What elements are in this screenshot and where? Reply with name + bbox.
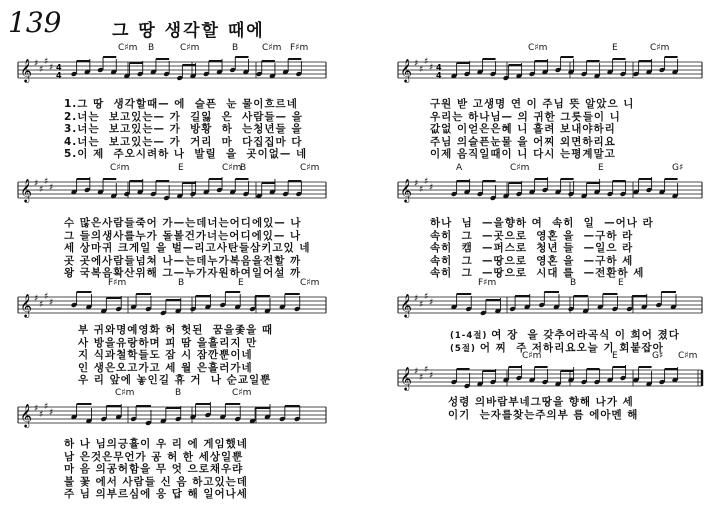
music-system [18,162,326,222]
staff [18,162,326,222]
lyric-line [430,148,634,161]
lyric-line [430,255,654,268]
chord-symbol: C♯m [115,388,135,398]
chord-symbol: E [612,351,618,361]
hymn-number: 139 [8,6,62,39]
chord-symbol: G♯ [672,163,684,173]
chord-symbol: C♯m [118,43,138,53]
lyric-line [64,148,307,161]
lyric-text: 구원 받 고생명 연 이 주님 뜻 알았으 니 [430,98,635,110]
chord-symbol: C♯m [522,351,542,361]
lyric-text: 수 많은사람들죽어 가—는데너는어디에있— 나 [64,217,302,229]
lyric-line [64,111,307,124]
sharp-icon: ♯ [44,57,49,67]
lyric-text: 2.너는 보고있는— 가 길잃 은 사람들— 을 [64,110,303,123]
sharp-icon: ♯ [424,177,429,187]
sharp-icon: ♯ [419,185,424,195]
chord-symbol: C♯m [222,163,242,173]
chord-symbol: C♯m [528,43,548,53]
sharp-icon: ♯ [39,300,44,310]
lyric-line [430,98,634,111]
lyric-text: 속히 그 —곳으로 영혼 을 —구하 라 [430,229,634,242]
lyrics-block [448,396,638,421]
lyrics-block [64,438,248,501]
lyric-text: 그 들의생사를누가 돌볼건가너는어디에있— 나 [64,229,302,242]
lyrics-block [78,324,273,387]
lyric-text: 속히 캠 —퍼스로 청년 들 —일으 라 [430,242,634,255]
sharp-icon: ♯ [49,63,54,73]
lyric-text: 어 찌 주 저하리요오늘 기 회붙잡아 [479,341,664,354]
chord-symbol: C♯m [262,43,282,53]
lyric-line [64,136,307,149]
sharp-icon: ♯ [34,59,39,69]
lyric-line [448,396,638,409]
chord-symbol: B [240,163,247,173]
treble-clef-icon: 𝄞 [400,178,412,202]
lyric-text: 남 은것은무언가 공 허 한 세상일뿐 [64,450,244,463]
chord-symbol: A [456,163,463,173]
lyric-line [448,409,638,422]
sharp-icon: ♯ [419,65,424,75]
lyric-text: 3.너는 보고있는— 가 방황 하 는청년들 을 [64,123,303,136]
lyric-text: 1.그 땅 생각할때— 에 슬픈 눈 물이흐르네 [64,98,298,110]
lyric-text: 4.너는 보고있는— 가 거리 마 다집집마 다 [64,135,303,148]
sharp-icon: ♯ [34,404,39,414]
chord-symbol: E [598,163,604,173]
treble-clef-icon: 𝄞 [400,58,412,82]
lyric-text: 인 생은오고가고 세 월 은흘러가네 [78,361,253,374]
sharp-icon: ♯ [44,402,49,412]
music-system [18,42,326,102]
sharp-icon: ♯ [44,292,49,302]
lyric-text: 주님 의슬픈눈물 을 어찌 외면하리요 [430,135,616,148]
sharp-icon: ♯ [424,292,429,302]
chord-symbol: C♯m [180,43,200,53]
sharp-icon: ♯ [429,371,434,381]
sharp-icon: ♯ [429,298,434,308]
lyric-text: 지 식과철학들도 잠 시 잠깐뿐이네 [78,349,253,362]
staff [18,42,326,102]
lyric-text: 주 님 의부르심에 응 답 해 일어나세 [64,488,248,501]
treble-clef-icon: 𝄞 [400,293,412,317]
chord-symbol: C♯m [510,163,530,173]
music-system [398,42,702,102]
lyric-text: 여 장 을 갖추어라곡식 이 희어 졌다 [491,329,680,341]
sharp-icon: ♯ [429,63,434,73]
sharp-icon: ♯ [419,300,424,310]
chord-symbol: E [178,163,184,173]
treble-clef-icon: 𝄞 [400,366,412,390]
staff [398,277,702,337]
lyric-text: 곳 곳에사람들넘쳐 나—는데누가복음을전할 까 [64,254,302,267]
lyric-text: 값없 이얻은은혜 니 흘려 보내야하리 [430,123,616,136]
staff [398,162,702,222]
music-system [398,162,702,222]
staff [398,42,702,102]
lyric-text: 속히 그 —땅으로 시대 를 —전환하 세 [430,267,645,280]
lyric-line [64,476,248,489]
sharp-icon: ♯ [414,294,419,304]
chord-symbol: G♯ [652,351,664,361]
sharp-icon: ♯ [44,177,49,187]
lyric-text: 이기 는자를찾는주의부 름 에아멘 해 [448,408,639,421]
treble-clef-icon: 𝄞 [20,403,32,427]
lyric-line [64,451,248,464]
hymn-title: 그 땅 생각할 때에 [112,21,265,41]
sharp-icon: ♯ [429,183,434,193]
treble-clef-icon: 𝄞 [20,58,32,82]
lyric-text: 세 상마귀 크게일 을 벌—리고사탄들삼키고있 네 [64,242,311,255]
chord-symbol: B [175,388,182,398]
treble-clef-icon: 𝄞 [20,178,32,202]
verse-label: (5절) [450,343,480,354]
lyric-line [64,123,307,136]
chord-symbol: B [232,43,239,53]
chord-symbol: E [238,278,244,288]
lyric-text: 우 리 앞에 놓인길 휴 거 나 순교일뿐 [78,374,272,387]
chord-symbol: C♯m [300,278,320,288]
treble-clef-icon: 𝄞 [20,293,32,317]
lyric-line [78,324,273,337]
lyric-text: 우리는 하나님— 의 귀한 그릇들이 니 [430,110,621,123]
sharp-icon: ♯ [39,410,44,420]
chord-symbol: F♯m [290,43,309,53]
sharp-icon: ♯ [424,365,429,375]
lyric-line [430,111,634,124]
music-system [398,277,702,337]
sharp-icon: ♯ [414,367,419,377]
chord-symbol: E [618,278,624,288]
lyric-line [64,255,311,268]
lyric-line [78,349,273,362]
sharp-icon: ♯ [39,65,44,75]
lyric-text: 부 귀와명예영화 허 헛된 꿈을좇을 때 [78,324,274,336]
sharp-icon: ♯ [49,408,54,418]
sharp-icon: ♯ [49,183,54,193]
chord-symbol: E [612,43,618,53]
lyric-text: 사 방을유랑하며 피 땀 을흘리지 만 [78,336,258,349]
lyric-text: 마 음 의공허함을 무 엇 으로채우랴 [64,463,244,476]
lyric-line [78,337,273,350]
lyric-line [450,329,680,342]
lyric-line [64,488,248,501]
chord-symbol: F♯m [478,278,497,288]
lyric-line [430,217,654,230]
lyric-text: 5.이 제 주오시려하 나 발릴 을 곳이없— 네 [64,148,308,161]
verse-label: (1-4절) [450,331,492,341]
chord-symbol: B [178,278,185,288]
sharp-icon: ♯ [424,57,429,67]
sharp-icon: ♯ [34,179,39,189]
lyric-line [64,242,311,255]
chord-symbol: F♯m [108,278,127,288]
lyric-text: 속히 그 —땅으로 영혼 을 —구하 세 [430,254,634,267]
lyric-text: 하 나 님의긍휼이 우 리 에 게임했네 [64,438,248,450]
lyric-line [430,242,654,255]
sharp-icon: ♯ [414,59,419,69]
lyrics-block [64,217,311,280]
lyric-line [64,98,307,111]
sharp-icon: ♯ [39,185,44,195]
lyric-text: 불 꽃 에서 사람들 신 음 하고있는데 [64,475,248,488]
sharp-icon: ♯ [419,373,424,383]
chord-symbol: C♯m [110,163,130,173]
time-signature: 4 [56,71,62,80]
lyric-line [430,136,634,149]
lyric-line [64,438,248,451]
lyric-line [430,123,634,136]
lyric-line [64,217,311,230]
time-signature: 4 [436,71,442,80]
chord-symbol: B [570,278,577,288]
lyrics-block [64,98,307,161]
chord-symbol: C♯m [678,351,698,361]
chord-symbol: B [148,43,155,53]
lyric-line [430,230,654,243]
chord-symbol: C♯m [232,388,252,398]
lyric-line [78,374,273,387]
lyric-text: 하나 님 —을향하 여 속히 일 —어나 라 [430,217,654,229]
time-signature: 4 [436,63,442,72]
sharp-icon: ♯ [49,298,54,308]
chord-symbol: C♯m [650,43,670,53]
lyric-text: 왕 국복음확산위해 그—누가자원하여일어설 까 [64,267,302,280]
lyric-text: 성령 의바람부네그땅을 향해 나가 세 [448,396,634,408]
lyric-line [64,230,311,243]
sharp-icon: ♯ [34,294,39,304]
chord-symbol: C♯m [300,163,320,173]
lyrics-block [430,98,634,161]
lyric-text: 이제 음직일때이 니 다시 는평계말고 [430,148,616,161]
lyrics-block [430,217,654,280]
sharp-icon: ♯ [414,179,419,189]
time-signature: 4 [56,63,62,72]
lyric-line [64,463,248,476]
lyric-line [78,362,273,375]
